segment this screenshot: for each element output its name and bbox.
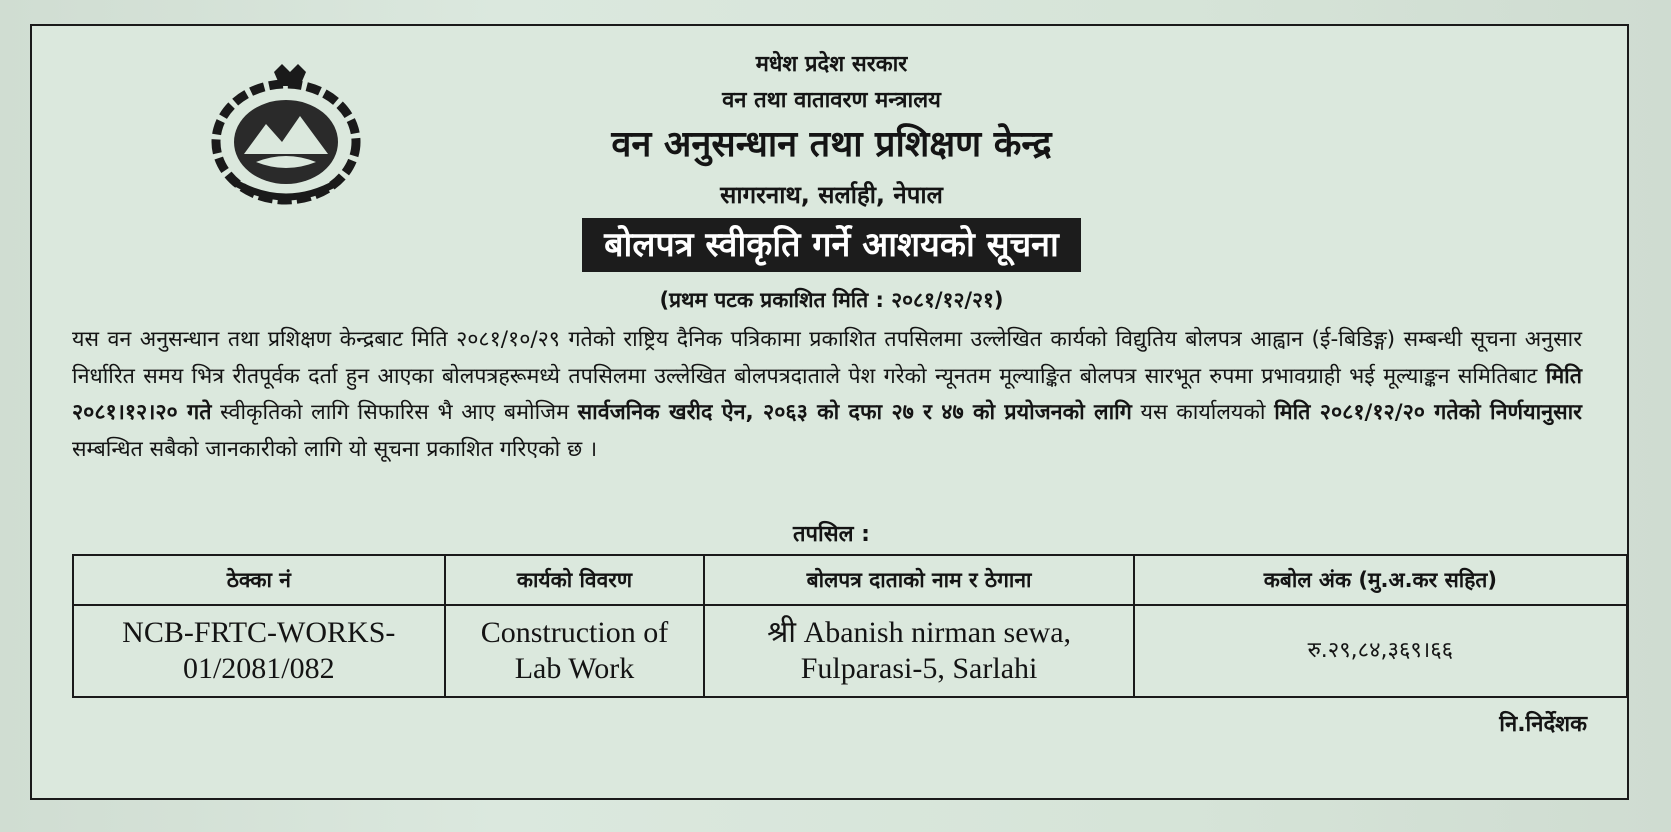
- body-text-1: यस वन अनुसन्धान तथा प्रशिक्षण केन्द्रबाट मिति २०८१/१०/२९ गतेको राष्ट्रिय दैनिक पत्रिकामा प्रकाशित तपसिलमा उल्लेखित कार्यको विद्युतिय बोलपत्र आह्वान (ई-बिडिङ्ग) सम्बन्धी सूचना अनुसार निर्धारित समय भित्र रीतपूर्वक दर्ता हुन आएका बोलपत्रहरूमध्ये तपसिलमा उल्लेखित बोलपत्रदाताले पेश गरेको न्यूनतम मूल्याङ्कित बोलपत्र सारभूत रुपमा प्रभावग्राही भई मूल्याङ्कन समितिबाट: [72, 327, 1582, 389]
- cell-bid-amount: रु.२९,८४,३६९।६६: [1134, 605, 1627, 697]
- contract-no-line-2: 01/2081/082: [182, 652, 335, 685]
- bidder-line-2: Fulparasi-5, Sarlahi: [800, 652, 1038, 685]
- work-line-1: Construction of: [480, 616, 669, 649]
- table-header-row: [73, 555, 1627, 605]
- body-bold-1: मिति २०८१।१२।२० गते: [72, 363, 1582, 425]
- work-line-2: Lab Work: [514, 652, 635, 685]
- body-bold-2: सार्वजनिक खरीद ऐन, २०६३ को दफा २७ र ४७ को प्रयोजनको लागि: [577, 400, 1132, 425]
- cell-work-description: [445, 605, 705, 697]
- published-date: (प्रथम पटक प्रकाशित मिति : २०८१/१२/२१): [659, 288, 1004, 312]
- body-text-4: सम्बन्धित सबैको जानकारीको लागि यो सूचना प्रकाशित गरिएको छ ।: [72, 436, 598, 462]
- government-name: मधेश प्रदेश सरकार: [755, 52, 908, 77]
- header-bidder: बोलपत्र दाताको नाम र ठेगाना: [704, 555, 1133, 605]
- body-text-3: यस कार्यालयको: [1131, 400, 1275, 425]
- title-banner: [32, 218, 1631, 272]
- body-bold-3: मिति २०८१/१२/२० गतेको निर्णयानुसार: [1274, 400, 1582, 425]
- bidder-line-1: श्री Abanish nirman sewa,: [767, 616, 1072, 649]
- contract-no-line-1: NCB-FRTC-WORKS-: [122, 616, 396, 649]
- notice-box: [30, 24, 1629, 800]
- office-address: सागरनाथ, सर्लाही, नेपाल: [720, 181, 943, 209]
- header-work-description: कार्यको विवरण: [445, 555, 705, 605]
- cell-bidder: [704, 605, 1133, 697]
- award-table: [72, 554, 1628, 698]
- header-contract-no: ठेक्का नं: [73, 555, 445, 605]
- table-row: [73, 605, 1627, 697]
- signatory: नि.निर्देशक: [1499, 712, 1587, 737]
- body-text-2: स्वीकृतिको लागि सिफारिस भै आए बमोजिम: [211, 400, 578, 425]
- notice-title: बोलपत्र स्वीकृति गर्ने आशयको सूचना: [582, 218, 1081, 272]
- ministry-name: वन तथा वातावरण मन्त्रालय: [722, 88, 941, 113]
- notice-body: [72, 322, 1582, 468]
- office-name: वन अनुसन्धान तथा प्रशिक्षण केन्द्र: [611, 124, 1052, 165]
- schedule-label: तपसिल :: [793, 522, 870, 547]
- cell-contract-no: [73, 605, 445, 697]
- header-bid-amount: कबोल अंक (मु.अ.कर सहित): [1134, 555, 1627, 605]
